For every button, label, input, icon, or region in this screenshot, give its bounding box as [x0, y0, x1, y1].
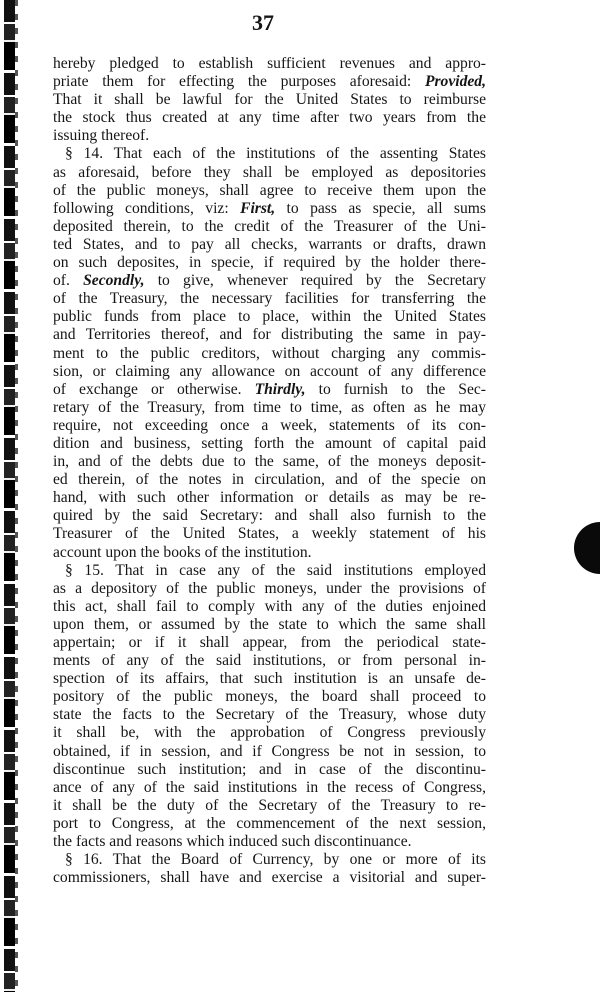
text-run: appertain; or if it shall appear, from the periodical state-: [53, 634, 486, 651]
text-line: [53, 761, 486, 779]
text-line: [53, 634, 486, 652]
text-line: [53, 200, 486, 218]
text-run: to furnish to the Sec-: [305, 380, 487, 398]
text-run: upon them, or assumed by the state to which the same shall: [53, 615, 486, 633]
italic-term: Provided,: [424, 73, 486, 91]
text-line: [53, 182, 486, 200]
text-run: it shall be the duty of the Secretary of the Treasury to re-: [53, 796, 486, 814]
text-run: commissioners, shall have and exercise a visitorial and super-: [53, 869, 486, 887]
text-line: [53, 598, 486, 616]
text-run: hereby pledged to establish sufficient revenues and appro-: [53, 55, 486, 72]
text-run: on such deposites, in specie, if required by the holder there-: [53, 254, 486, 272]
text-line: [53, 326, 486, 344]
book-binding-edge: [4, 0, 15, 992]
text-run: this act, shall fail to comply with any of the duties enjoined: [53, 597, 486, 615]
text-line: [53, 616, 486, 634]
text-run: the facts and reasons which induced such discontinuance.: [53, 833, 412, 851]
text-run: as aforesaid, before they shall be employed as depositories: [53, 163, 486, 181]
text-line: [53, 435, 486, 453]
section-start-line: [53, 562, 486, 580]
text-run: obtained, if in session, and if Congress be not in session, to: [53, 742, 486, 760]
text-run: spection of its affairs, that such institution is an unsafe de-: [53, 670, 486, 688]
text-run: ed therein, of the notes in circulation, and of the specie on: [53, 471, 486, 489]
text-run: § 16. That the Board of Currency, by one or more of its: [65, 851, 486, 869]
text-line: [53, 381, 486, 399]
text-run: in, and of the debts due to the same, of the moneys deposit-: [53, 453, 486, 471]
text-run: retary of the Treasury, from time to time, as often as he may: [53, 398, 486, 416]
text-run: ment to the public creditors, without charging any commis-: [53, 344, 486, 362]
text-line: [53, 308, 486, 326]
scan-ink-blot: [574, 522, 600, 574]
text-run: discontinue such institution; and in case of the discontinu-: [53, 760, 486, 778]
text-line: [53, 236, 486, 254]
text-run: to give, whenever required by the Secretary: [144, 272, 486, 290]
text-run: and Territories thereof, and for distributing the same in pay-: [53, 326, 486, 344]
text-run: of.: [53, 272, 84, 290]
text-line: [53, 544, 486, 562]
text-run: quired by the said Secretary: and shall also furnish to the: [53, 507, 486, 525]
text-run: require, not exceeding once a week, statements of its con-: [53, 416, 486, 434]
text-run: § 15. That in case any of the said institutions employed: [65, 561, 486, 579]
text-run: Treasurer of the United States, a weekly statement of his: [53, 525, 486, 543]
text-line: [53, 55, 486, 73]
text-line: [53, 471, 486, 489]
text-run: ted States, and to pay all checks, warrants or drafts, drawn: [53, 235, 486, 253]
text-run: the stock thus created at any time after two years from the: [53, 109, 486, 127]
text-line: [53, 417, 486, 435]
section-start-line: [53, 851, 486, 869]
book-binding-stitching: [15, 0, 18, 992]
text-line: [53, 290, 486, 308]
text-line: [53, 363, 486, 381]
document-body: [53, 55, 486, 887]
text-run: hand, with such other information or details as may be re-: [53, 489, 486, 507]
page-number: 37: [252, 10, 274, 35]
text-run: pository of the public moneys, the board shall proceed to: [53, 688, 486, 706]
text-run: port to Congress, at the commencement of the next session,: [53, 814, 486, 832]
text-run: it shall be, with the approbation of Congress previously: [53, 724, 486, 742]
text-line: [53, 272, 486, 290]
text-line: [53, 779, 486, 797]
text-line: [53, 815, 486, 833]
section-start-line: [53, 145, 486, 163]
text-line: [53, 688, 486, 706]
text-run: to pass as specie, all sums: [275, 199, 486, 217]
text-line: [53, 127, 486, 145]
text-line: [53, 525, 486, 543]
text-run: of exchange or otherwise.: [53, 380, 255, 398]
text-run: of the public moneys, shall agree to receive them upon the: [53, 181, 486, 199]
text-line: [53, 218, 486, 236]
text-line: [53, 489, 486, 507]
text-run: priate them for effecting the purposes aforesaid:: [53, 73, 425, 91]
text-line: [53, 670, 486, 688]
text-run: public funds from place to place, within the United States: [53, 308, 486, 326]
italic-term: First,: [240, 199, 276, 217]
text-line: [53, 743, 486, 761]
text-run: issuing thereof.: [53, 127, 150, 145]
text-line: [53, 73, 486, 91]
text-line: [53, 580, 486, 598]
text-line: [53, 91, 486, 109]
italic-term: Thirdly,: [254, 380, 306, 398]
text-run: dition and business, setting forth the amount of capital paid: [53, 434, 486, 452]
text-line: [53, 399, 486, 417]
text-line: [53, 507, 486, 525]
text-line: [53, 706, 486, 724]
text-line: [53, 652, 486, 670]
text-run: That it shall be lawful for the United States to reimburse: [53, 91, 486, 109]
text-run: of the Treasury, the necessary facilities for transferring the: [53, 290, 486, 308]
text-run: deposited therein, to the credit of the Treasurer of the Uni-: [53, 217, 486, 235]
text-run: sion, or claiming any allowance on account of any difference: [53, 362, 486, 380]
text-line: [53, 833, 486, 851]
text-run: as a depository of the public moneys, under the provisions of: [53, 579, 486, 597]
italic-term: Secondly,: [83, 272, 145, 290]
text-line: [53, 345, 486, 363]
text-line: [53, 109, 486, 127]
text-line: [53, 453, 486, 471]
text-run: account upon the books of the institution.: [53, 543, 312, 561]
text-run: state the facts to the Secretary of the Treasury, whose duty: [53, 706, 486, 724]
text-run: ance of any of the said institutions in the recess of Congress,: [53, 778, 486, 796]
text-run: following conditions, viz:: [53, 199, 241, 217]
text-run: ments of any of the said institutions, or from personal in-: [53, 652, 486, 670]
text-line: [53, 164, 486, 182]
text-run: § 14. That each of the institutions of the assenting States: [65, 145, 486, 163]
text-line: [53, 724, 486, 742]
text-line: [53, 869, 486, 887]
text-line: [53, 797, 486, 815]
text-line: [53, 254, 486, 272]
